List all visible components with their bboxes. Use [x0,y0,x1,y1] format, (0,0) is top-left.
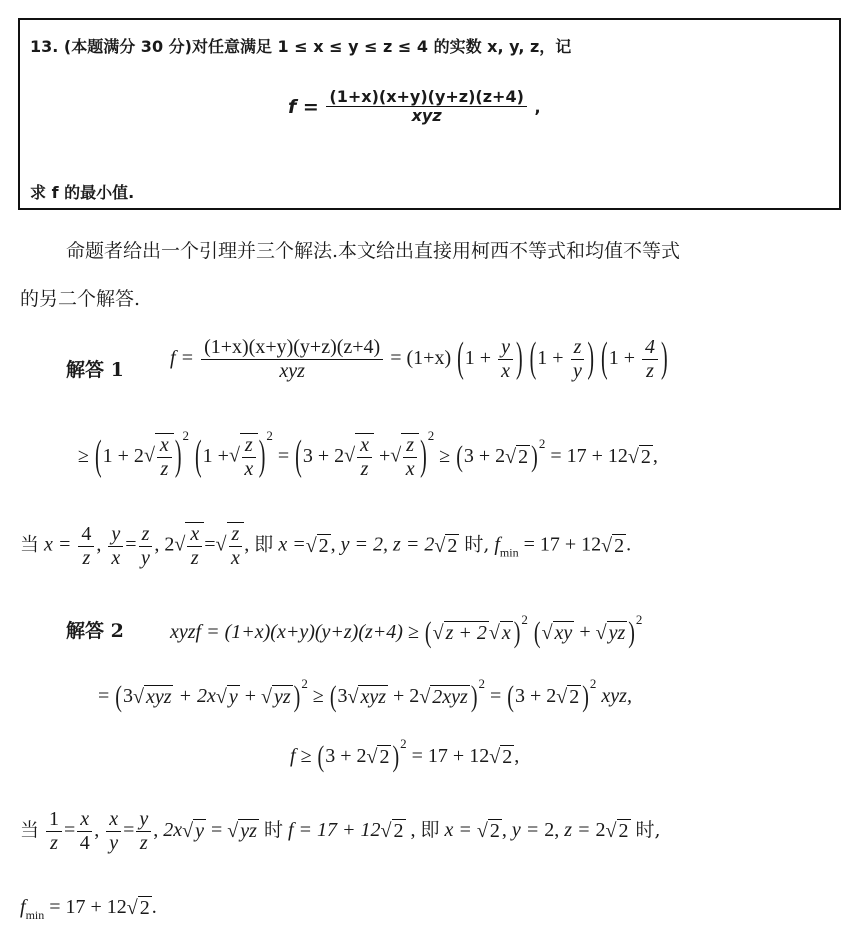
solution1-line1: f = $\frac{(1+x)(x+y)(y+z)(z+4)}{\text{xyz}}$ = (1+x) (1 + $\frac{y}{x}$ ) (1 + $\frac{z}{y}$ ) (1 + $\frac{4}{z}$ ) [170,335,668,382]
solution2-line1: xyzf = (1+x)(x+y)(y+z)(z+4) ≥ (√ z + 2 √ x )$^2$ (√ xy + √ yz )$^2$ [170,612,643,650]
solution2-line3: f ≥ (3 + 2√ 2 )$^2$ = 17 + 12√ 2 , [290,736,520,774]
solution1-line3: 当 x = $\frac{4}{z}$ , $\frac{y}{x}$ = $\frac{z}{y}$ , 2√ $\frac{x}{z}$ =√ $\frac{z}{x}$ , 即 x =√ 2 , y = 2, z = 2√ 2 时, $f_{min} = 17 + 12√$ 2 . [20,522,632,569]
formula-numerator: (1+x)(x+y)(y+z)(z+4) [326,88,527,107]
intro-line-1: 命题者给出一个引理并三个解法.本文给出直接用柯西不等式和均值不等式 [66,240,681,262]
intro-line-2: 的另二个解答. [20,288,141,310]
solution1-label: 解答 1 [66,359,124,381]
solution2-label: 解答 2 [66,620,124,642]
solution2-line2: = (3√ xyz + 2x√ y + √ yz )$^2$ ≥ (3√ xyz + 2√ 2xyz )$^2$ = (3 + 2√ 2 )$^2$ xyz, [98,676,632,714]
problem-formula: f = $\frac{(1+x)(x+y)(y+z)(z+4)}{\text{xyz}}$ , [288,87,541,126]
solution2-line4: 当 $\frac{1}{z}$ = $\frac{x}{4}$ , $\frac{x}{y}$ = $\frac{y}{z}$ , 2x√ y = √ yz 时 f = 17 + 12√ 2 , 即 x = √ 2 , y = 2, z = 2√ 2 时, [20,808,661,854]
solution1-line2: ≥ (1 + 2√ $\frac{x}{z}$ )$^2$ (1 +√ $\frac{z}{x}$ )$^2$ = (3 + 2√ $\frac{x}{z}$ +√ $\frac{z}{x}$ )$^2$ ≥ (3 + 2√ 2 )$^2$ = 17 + 12√ 2 , [78,428,658,481]
problem-statement: (本题满分 30 分)对任意满足 1 ≤ x ≤ y ≤ z ≤ 4 的实数 x, y, z，记 [63,37,572,56]
problem-ask: 求 f 的最小值. [30,183,135,202]
solution2-final: $f_{min} = 17 + 12√$ 2 . [20,896,157,922]
formula-denominator: xyz [411,106,442,126]
problem-header [30,34,571,57]
problem-number: 13. [30,37,59,56]
